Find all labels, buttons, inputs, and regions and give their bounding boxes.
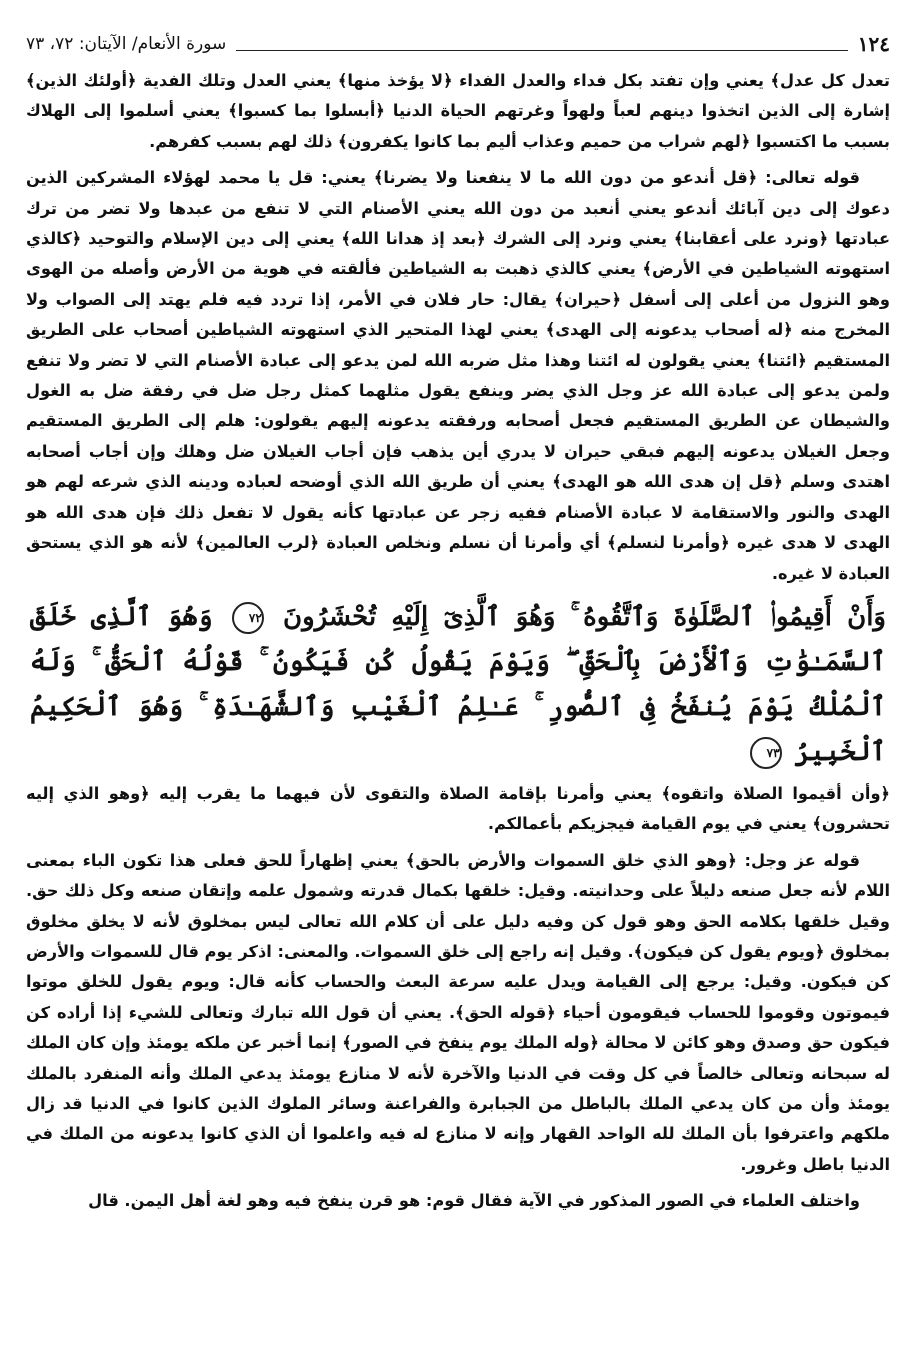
- quran-verses: [26, 595, 890, 775]
- page-header: [26, 22, 890, 66]
- paragraph-4: قوله عز وجل: ﴿وهو الذي خلق السموات والأرض بالحق﴾ يعني إظهاراً للحق فعلى هذا تكون الباء بمعنى اللام لأنه جعل صنعه دليلاً على وحدانيته. وقيل: خلقها بكمال قدرته وشمول علمه وإتقان صنعه وكل ذلك حق. وقيل خلقها بكلامه الحق وهو قول كن وفيه دليل على أن كلام الله تعالى ليس بمخلوق لأنه لا يخلق مخلوق بمخلوق ﴿ويوم يقول كن فيكون﴾. وقيل إنه راجع إلى خلق السموات. والمعنى: اذكر يوم قال للسموات والأرض كن فيكون. وقيل: يرجع إلى القيامة ويدل عليه سرعة البعث والحساب كأنه قال: ويوم يقول للخلق موتوا فيموتون وقوموا للحساب فيقومون أحياء ﴿قوله الحق﴾. يعني أن قول الله تبارك وتعالى للشيء إذا أراده كن فيكون حق وصدق وهو كائن لا محالة ﴿وله الملك يوم ينفخ في الصور﴾ إنما أخبر عن ملكه يومئذ وإن كان الملك له سبحانه وتعالى خالصاً في كل وقت في الدنيا والآخرة لأنه لا منازع يومئذ يدعي الملك وأنه المنفرد بالملك يومئذ وأن من كان يدعي الملك بالباطل من الجبابرة والفراعنة وسائر الملوك الذين كانوا في الدنيا قد زال ملكهم واعترفوا بأن الملك لله الواحد القهار وإنه لا منازع له فيه واعلموا أن الذي كانوا يدعونه من الملك في الدنيا باطل وغرور.: [26, 850, 890, 1174]
- header-rule: [236, 50, 848, 51]
- paragraph-2: قوله تعالى: ﴿قل أندعو من دون الله ما لا ينفعنا ولا يضرنا﴾ يعني: قل يا محمد لهؤلاء المشركين الذين دعوك إلى دين آبائك أندعو يعني أنعبد من دون الله يعني الأصنام التي لا تنفع من عبدها ولا تضر من ترك عبادتها ﴿ونرد على أعقابنا﴾ يعني ونرد إلى الشرك ﴿بعد إذ هدانا الله﴾ يعني إلى دين الإسلام والتوحيد ﴿كالذي استهوته الشياطين في الأرض﴾ يعني كالذي ذهبت به الشياطين فألقته في هوية من الأرض وأصله من الهوى وهو النزول من أعلى إلى أسفل ﴿حيران﴾ يقال: حار فلان في الأمر، إذا تردد فيه فلم يهتد إلى الصواب ولا المخرج منه ﴿له أصحاب يدعونه إلى الهدى﴾ يعني لهذا المتحير الذي استهوته الشياطين أصحاب على الطريق المستقيم ﴿ائتنا﴾ يعني يقولون له ائتنا وهذا مثل ضربه الله لمن يدعو إلى عبادة الأصنام التي لا تضر ولا تنفع ولمن يدعو إلى عبادة الله عز وجل الذي يضر وينفع يقول مثلهما كمثل رجل ضل في رفقة ضل به الغول والشيطان عن الطريق المستقيم فجعل أصحابه ورفقته يدعونه إليهم يقولون: هلم إلى الطريق المستقيم وجعل الغيلان يدعونه إليهم فبقي حيران لا يدري أين يذهب فإن أجاب الغيلان ضل وهلك وإن أجاب أصحابه اهتدى وسلم ﴿قل إن هدى الله هو الهدى﴾ يعني أن طريق الله الذي أوضحه لعباده ودينه الذي شرعه لهم هو الهدى والنور والاستقامة لا عبادة الأصنام ففيه زجر عن عبادتها كأنه يقول لا تفعل ذلك فإن هدى الله هو الهدى لا هدى غيره ﴿وأمرنا لنسلم﴾ أي وأمرنا أن نسلم ونخلص العبادة ﴿لرب العالمين﴾ لأنه هو الذي يستحق العبادة لا غيره.: [26, 168, 890, 583]
- paragraph-3: ﴿وأن أقيموا الصلاة واتقوه﴾ يعني وأمرنا بإقامة الصلاة والتقوى لأن فيهما ما يقرب إليه ﴿وهو الذي إليه تحشرون﴾ يعني في يوم القيامة فيجزيكم بأعمالكم.: [26, 783, 890, 834]
- ayah-number-72: ٧٢: [232, 602, 264, 634]
- surah-title: سورة الأنعام/ الآيتان: ٧٢، ٧٣: [26, 34, 227, 54]
- paragraph-5: واختلف العلماء في الصور المذكور في الآية فقال قوم: هو قرن ينفخ فيه وهو لغة أهل اليمن. قال: [88, 1191, 860, 1211]
- commentary-text-after: [26, 779, 890, 1217]
- verse-73: وَهُوَ ٱلَّذِى خَلَقَ ٱلسَّمَـٰوَٰتِ وَٱلْأَرْضَ بِٱلْحَقِّ ۖ وَيَوْمَ يَقُولُ كُن فَيَكُونُ ۚ قَوْلُهُ ٱلْحَقُّ ۚ وَلَهُ ٱلْمُلْكُ يَوْمَ يُنفَخُ فِى ٱلصُّورِ ۚ عَـٰلِمُ ٱلْغَيْبِ وَٱلشَّهَـٰدَةِ ۚ وَهُوَ ٱلْحَكِيمُ ٱلْخَبِيرُ: [30, 601, 886, 767]
- paragraph-1: تعدل كل عدل﴾ يعني وإن تفتد بكل فداء والعدل الفداء ﴿لا يؤخذ منها﴾ يعني العدل وتلك الفدية ﴿أولئك الذين﴾ إشارة إلى الذين اتخذوا دينهم لعباً ولهواً وغرتهم الحياة الدنيا ﴿أبسلوا بما كسبوا﴾ يعني أسلموا إلى الهلاك بسبب ما اكتسبوا ﴿لهم شراب من حميم وعذاب أليم بما كانوا يكفرون﴾ ذلك لهم بسبب كفرهم.: [26, 71, 890, 151]
- commentary-text: [26, 66, 890, 589]
- ayah-number-73: ٧٣: [750, 737, 782, 769]
- page-number: ١٢٤: [857, 32, 890, 56]
- verse-72: وَأَنْ أَقِيمُوا۟ ٱلصَّلَوٰةَ وَٱتَّقُوهُ ۚ وَهُوَ ٱلَّذِىٓ إِلَيْهِ تُحْشَرُونَ: [282, 601, 886, 632]
